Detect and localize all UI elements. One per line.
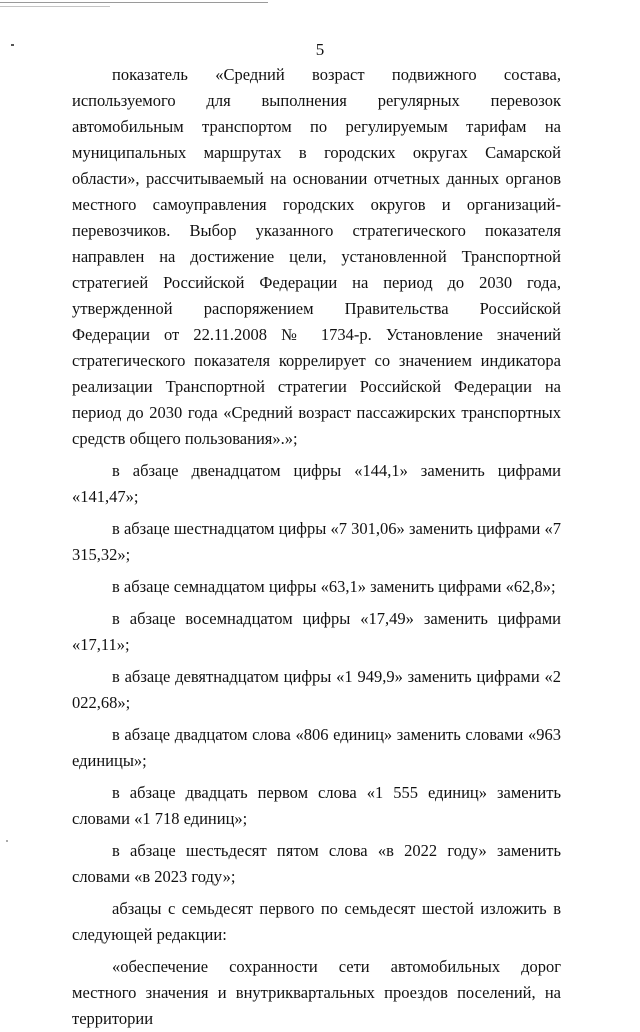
scan-artifact-line — [0, 2, 268, 3]
scan-artifact-line — [0, 6, 110, 7]
paragraph-amendment: в абзаце девятнадцатом цифры «1 949,9» заменить цифрами «2 022,68»; — [72, 667, 561, 712]
paragraph-new-wording: «обеспечение сохранности сети автомобильных дорог местного значения и внутриквартальных проездов поселений, на территории — [72, 957, 561, 1028]
paragraph-amendment: в абзаце шестьдесят пятом слова «в 2022 году» заменить словами «в 2023 году»; — [72, 841, 561, 886]
paragraph-amendment: в абзаце двенадцатом цифры «144,1» заменить цифрами «141,47»; — [72, 461, 561, 506]
paragraph-amendment: в абзаце шестнадцатом цифры «7 301,06» заменить цифрами «7 315,32»; — [72, 519, 561, 564]
document-body — [72, 62, 561, 1032]
paragraph-amendment: абзацы с семьдесят первого по семьдесят шестой изложить в следующей редакции: — [72, 899, 561, 944]
page-number: 5 — [315, 40, 325, 59]
scan-artifact-dot — [6, 840, 8, 842]
paragraph-amendment: в абзаце двадцатом слова «806 единиц» заменить словами «963 единицы»; — [72, 725, 561, 770]
paragraph-strategic-indicator: показатель «Средний возраст подвижного состава, используемого для выполнения регулярных перевозок автомобильным транспортом по регулируемым тарифам на муниципальных маршрутах в городских округах Самарской области», рассчитываемый на основании отчетных данных органов местного самоуправления городских округов и организаций-перевозчиков. Выбор указанного стратегического показателя направлен на достижение цели, установленной Транспортной стратегией Российской Федерации на период до 2030 года, утвержденной распоряжением Правительства Российской Федерации от 22.11.2008 № 1734-р. Установление значений стратегического показателя коррелирует со значением индикатора реализации Транспортной стратегии Российской Федерации на период до 2030 года «Средний возраст пассажирских транспортных средств общего пользования».»; — [72, 65, 561, 448]
paragraph-amendment: в абзаце двадцать первом слова «1 555 единиц» заменить словами «1 718 единиц»; — [72, 783, 561, 828]
paragraph-amendment: в абзаце восемнадцатом цифры «17,49» заменить цифрами «17,11»; — [72, 609, 561, 654]
paragraph-amendment: в абзаце семнадцатом цифры «63,1» заменить цифрами «62,8»; — [112, 577, 556, 596]
